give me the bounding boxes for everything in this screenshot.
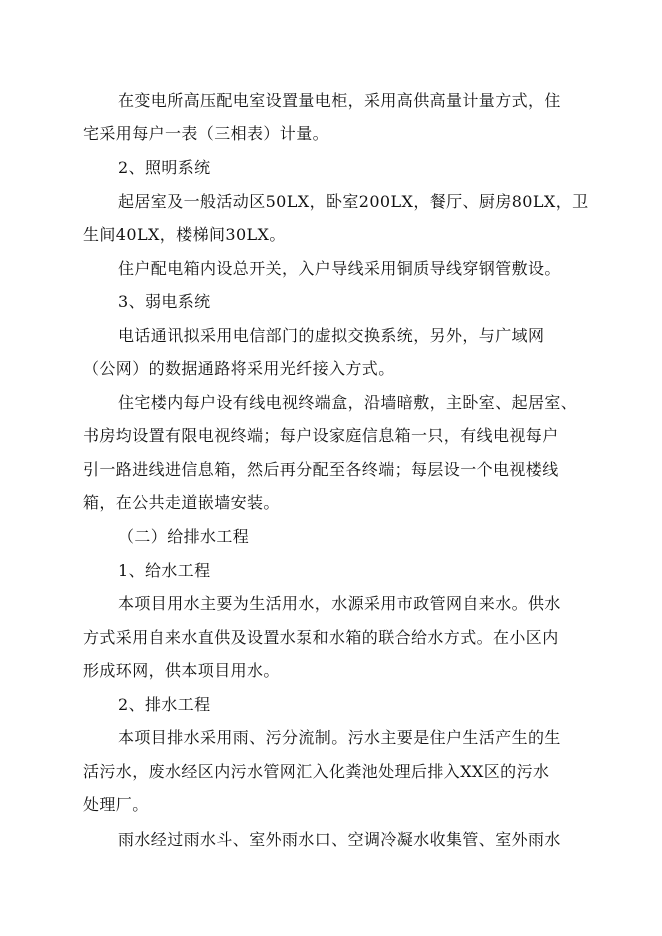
paragraph-line: 书房均设置有限电视终端；每户设家庭信息箱一只，有线电视每户 [83, 426, 559, 445]
paragraph-line: 方式采用自来水直供及设置水泵和水箱的联合给水方式。在小区内 [83, 628, 559, 647]
paragraph-line: 活污水，废水经区内污水管网汇入化粪池处理后排入XX区的污水 [83, 762, 550, 781]
paragraph-line: 宅采用每户一表（三相表）计量。 [83, 124, 330, 143]
paragraph-line: （公网）的数据通路将采用光纤接入方式。 [83, 359, 395, 378]
paragraph-line: 本项目排水采用雨、污分流制。污水主要是住户生活产生的生 [118, 728, 561, 747]
paragraph-line: 形成环网，供本项目用水。 [83, 661, 280, 680]
paragraph-line: 电话通讯拟采用电信部门的虚拟交换系统，另外，与广域网 [118, 326, 545, 345]
section-heading: 3、弱电系统 [118, 292, 211, 311]
paragraph-line: 起居室及一般活动区50LX，卧室200LX，餐厅、厨房80LX，卫 [118, 192, 589, 211]
paragraph-line: 住宅楼内每户设有线电视终端盒，沿墙暗敷，主卧室、起居室、 [118, 393, 578, 412]
paragraph-line: 箱，在公共走道嵌墙安装。 [83, 493, 280, 512]
paragraph-line: 在变电所高压配电室设置量电柜，采用高供高量计量方式，住 [118, 91, 561, 110]
section-heading: 2、照明系统 [118, 158, 211, 177]
paragraph-line: 雨水经过雨水斗、室外雨水口、空调冷凝水收集管、室外雨水 [118, 830, 561, 849]
paragraph-line: 本项目用水主要为生活用水，水源采用市政管网自来水。供水 [118, 594, 561, 613]
paragraph-line: 引一路进线进信息箱，然后再分配至各终端；每层设一个电视楼线 [83, 460, 559, 479]
section-heading: 2、排水工程 [118, 695, 211, 714]
paragraph-line: 住户配电箱内设总开关，入户导线采用铜质导线穿钢管敷设。 [118, 259, 561, 278]
section-heading: 1、给水工程 [118, 561, 211, 580]
section-heading: （二）给排水工程 [118, 527, 250, 546]
paragraph-line: 处理厂。 [83, 795, 149, 814]
paragraph-line: 生间40LX，楼梯间30LX。 [83, 225, 286, 244]
